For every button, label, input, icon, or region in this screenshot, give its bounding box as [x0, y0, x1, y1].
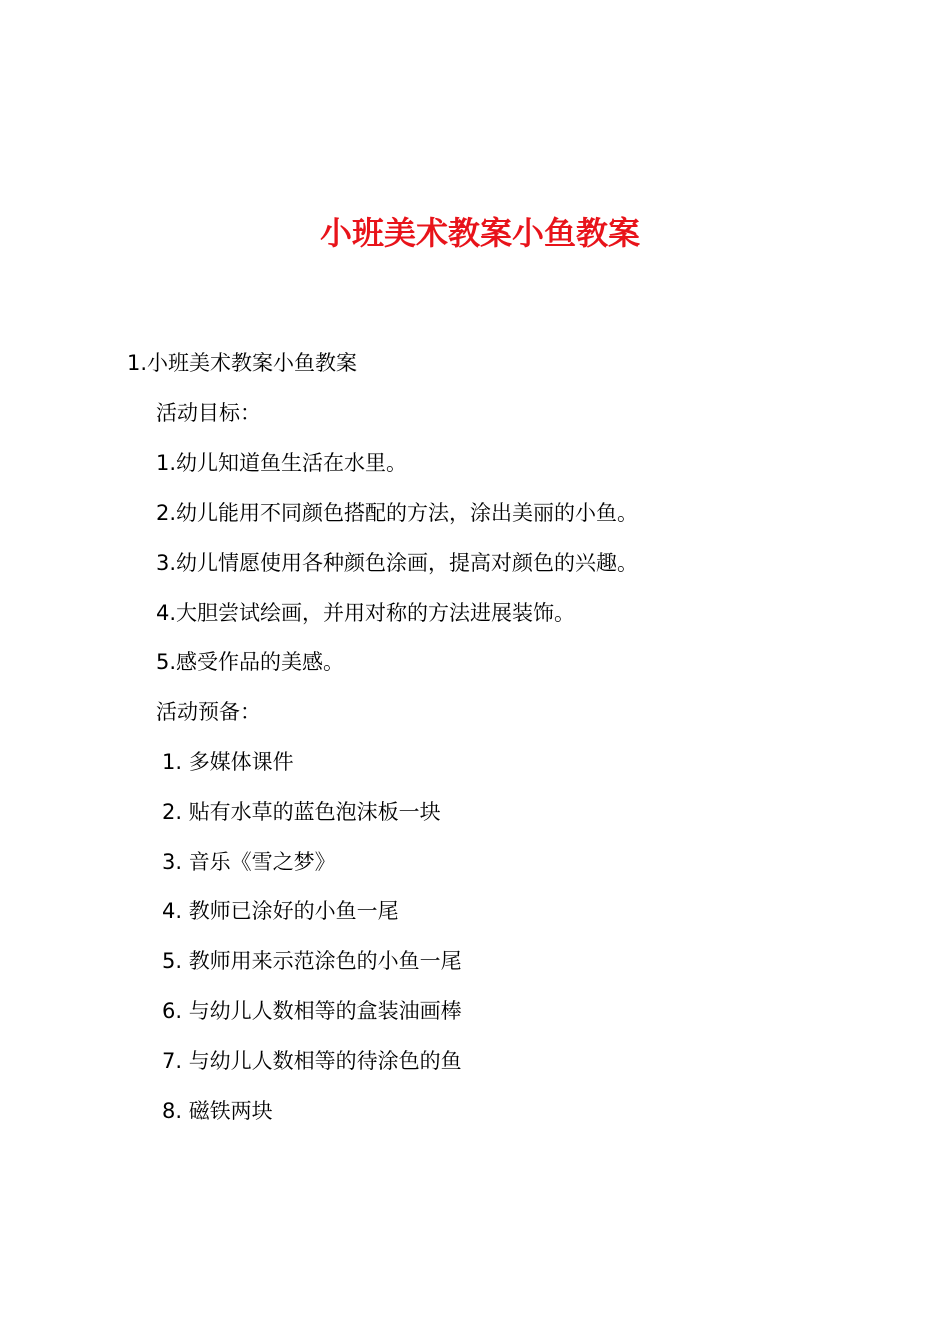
- objective-item: 5.感受作品的美感。: [156, 650, 345, 674]
- preparation-item: [156, 1046, 462, 1076]
- preparation-item-text: 贴有水草的蓝色泡沫板一块: [188, 800, 441, 824]
- preparation-item-text: 教师已涂好的小鱼一尾: [188, 899, 399, 923]
- preparation-item-text: 与幼儿人数相等的待涂色的鱼: [188, 1049, 462, 1073]
- preparation-item-number: 7.: [161, 1049, 182, 1073]
- preparation-item-number: 4.: [161, 899, 182, 923]
- objective-item: 4.大胆尝试绘画，并用对称的方法进展装饰。: [156, 601, 576, 625]
- preparation-item-text: 磁铁两块: [188, 1099, 273, 1123]
- preparation-item: [156, 847, 336, 877]
- preparation-item-number: 8.: [161, 1099, 182, 1123]
- section-heading: 1.小班美术教案小鱼教案: [127, 351, 358, 375]
- preparation-item-number: 5.: [161, 949, 182, 973]
- preparation-item: [156, 996, 462, 1026]
- preparation-item-text: 多媒体课件: [188, 750, 294, 774]
- objective-item: 2.幼儿能用不同颜色搭配的方法，涂出美丽的小鱼。: [156, 501, 639, 525]
- objective-item: 1.幼儿知道鱼生活在水里。: [156, 451, 408, 475]
- preparation-item: [156, 797, 441, 827]
- preparation-item: [156, 1096, 273, 1126]
- objective-item: 3.幼儿情愿使用各种颜色涂画，提高对颜色的兴趣。: [156, 551, 639, 575]
- preparation-item: [156, 946, 462, 976]
- objectives-heading: 活动目标：: [156, 401, 261, 425]
- preparation-item: [156, 747, 294, 777]
- preparation-item-number: 1.: [161, 750, 182, 774]
- preparation-item-number: 6.: [161, 999, 182, 1023]
- document-title: 小班美术教案小鱼教案: [319, 214, 640, 252]
- preparation-item-number: 2.: [161, 800, 182, 824]
- preparation-item-text: 与幼儿人数相等的盒装油画棒: [188, 999, 462, 1023]
- preparation-item-text: 教师用来示范涂色的小鱼一尾: [188, 949, 462, 973]
- preparation-item: [156, 896, 399, 926]
- preparation-item-text: 音乐《雪之梦》: [188, 850, 336, 874]
- preparation-heading: 活动预备：: [156, 700, 261, 724]
- preparation-item-number: 3.: [161, 850, 182, 874]
